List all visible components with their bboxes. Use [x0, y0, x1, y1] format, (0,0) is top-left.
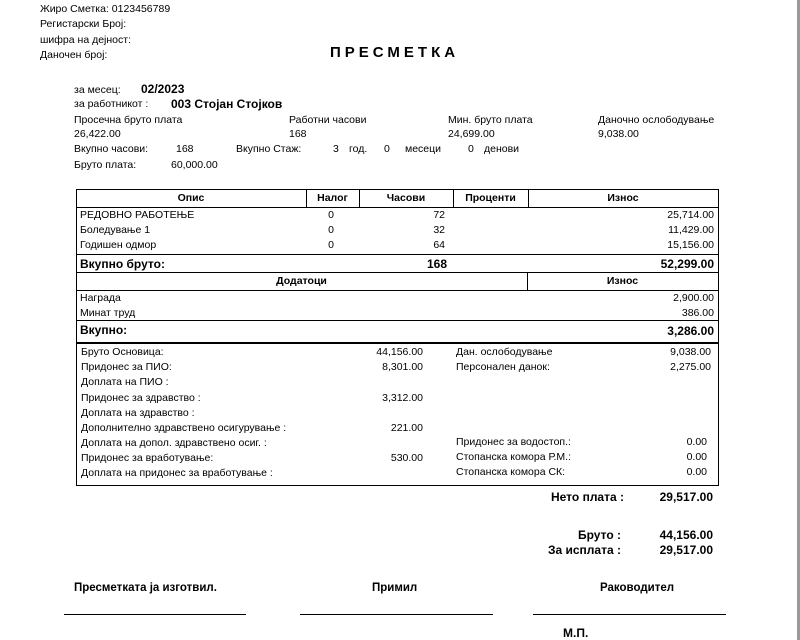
account-label: Жиро Сметка:	[40, 3, 109, 15]
tax-exempt-label: Даночно ослободување	[598, 114, 715, 126]
contrib-value: 9,038.00	[670, 346, 711, 358]
account-row	[40, 3, 170, 15]
row-order: 0	[328, 239, 334, 251]
worker-value: 003 Стојан Стојков	[171, 97, 283, 111]
divider	[76, 290, 719, 291]
tax-no-label: Даночен број:	[40, 49, 108, 61]
received-by-label: Примил	[372, 582, 418, 594]
row-hours: 32	[433, 224, 445, 236]
addition-amount: 2,900.00	[673, 292, 714, 304]
month-value: 02/2023	[141, 82, 185, 96]
gross-value: 44,156.00	[659, 528, 713, 542]
contrib-value: 530.00	[390, 452, 423, 464]
row-amount: 25,714.00	[667, 209, 714, 221]
gross-label: Бруто :	[578, 528, 621, 542]
min-gross-value: 24,699.00	[448, 128, 495, 140]
contrib-value: 0.00	[686, 466, 707, 478]
tax-exempt-value: 9,038.00	[598, 128, 639, 140]
avg-gross-value: 26,422.00	[74, 128, 121, 140]
row-order: 0	[328, 224, 334, 236]
month-label: за месец:	[74, 84, 121, 96]
experience-label: Вкупно Стаж:	[236, 143, 302, 155]
page-title: ПРЕСМЕТКА	[330, 44, 460, 61]
signature-line-manager	[533, 614, 726, 615]
days-value: 0	[468, 143, 474, 155]
contrib-label: Придонес за здравство :	[81, 392, 201, 404]
contrib-label: Бруто Основица:	[81, 346, 164, 358]
account-value: 0123456789	[111, 3, 171, 15]
gross-total-hours: 168	[426, 257, 447, 271]
net-salary-label: Нето плата :	[551, 490, 624, 504]
work-hours-value: 168	[289, 128, 307, 140]
payout-label: За исплата :	[547, 543, 621, 557]
payout-value: 29,517.00	[659, 543, 713, 557]
col-header-hours: Часови	[386, 192, 426, 204]
contrib-value: 221.00	[390, 422, 423, 434]
col-header-desc: Опис	[177, 192, 205, 204]
worker-label: за работникот :	[74, 98, 149, 110]
additions-header-amount: Износ	[606, 275, 639, 287]
row-hours: 72	[433, 209, 445, 221]
signature-line-received	[300, 614, 493, 615]
manager-label: Раководител	[600, 582, 675, 594]
signature-line-prepared	[64, 614, 246, 615]
additions-header-desc: Додатоци	[276, 275, 327, 287]
row-desc: Годишен одмор	[80, 239, 157, 251]
divider	[76, 254, 719, 255]
gross-salary-label: Бруто плата:	[74, 159, 137, 171]
contrib-label: Придонес за ПИО:	[81, 361, 172, 373]
row-hours: 64	[433, 239, 445, 251]
header-divider	[76, 207, 719, 208]
net-salary-value: 29,517.00	[659, 490, 713, 504]
contrib-value: 2,275.00	[670, 361, 711, 373]
gross-total-amount: 52,299.00	[660, 257, 714, 271]
col-header-percent: Проценти	[465, 192, 516, 204]
min-gross-label: Мин. бруто плата	[448, 114, 533, 126]
divider	[76, 272, 719, 273]
row-order: 0	[328, 209, 334, 221]
contrib-label: Доплата на здравство :	[81, 407, 195, 419]
stamp-label: М.П.	[563, 626, 589, 640]
total-hours-label: Вкупно часови:	[74, 143, 149, 155]
contrib-label: Персонален данок:	[456, 361, 550, 373]
addition-amount: 386.00	[681, 307, 714, 319]
row-amount: 11,429.00	[668, 224, 714, 236]
avg-gross-label: Просечна бруто плата	[74, 114, 183, 126]
years-value: 3	[333, 143, 339, 155]
row-desc: Боледување 1	[80, 224, 151, 236]
gross-total-label: Вкупно бруто:	[80, 257, 165, 271]
contrib-value: 3,312.00	[382, 392, 423, 404]
contrib-label: Стопанска комора СК:	[456, 466, 566, 478]
days-label: денови	[484, 143, 520, 155]
contrib-value: 0.00	[686, 436, 707, 448]
work-hours-label: Работни часови	[289, 114, 367, 126]
row-desc: РЕДОВНО РАБОТЕЊЕ	[80, 209, 195, 221]
activity-label: шифра на дејност:	[40, 34, 131, 46]
months-label: месеци	[405, 143, 442, 155]
total-hours-value: 168	[176, 143, 194, 155]
contrib-label: Придонес за водостоп.:	[456, 436, 571, 448]
prepared-by-label: Пресметката ја изготвил.	[74, 582, 217, 594]
contrib-label: Доплата на ПИО :	[81, 376, 169, 388]
addition-desc: Минат труд	[80, 307, 136, 319]
contrib-label: Дан. ослободување	[456, 346, 553, 358]
col-header-order: Налог	[317, 192, 348, 204]
additions-total-amount: 3,286.00	[667, 324, 714, 338]
months-value: 0	[384, 143, 390, 155]
reg-no-label: Регистарски Број:	[40, 18, 127, 30]
col-header-amount: Износ	[607, 192, 639, 204]
row-amount: 15,156.00	[667, 239, 714, 251]
contrib-label: Дополнително здравствено осигурување :	[81, 422, 287, 434]
contrib-label: Стопанска комора Р.М.:	[456, 451, 571, 463]
contrib-label: Доплата на придонес за вработување :	[81, 467, 273, 479]
additions-total-label: Вкупно:	[80, 323, 128, 337]
contrib-value: 0.00	[686, 451, 707, 463]
contrib-value: 44,156.00	[376, 346, 423, 358]
gross-salary-value: 60,000.00	[171, 159, 218, 171]
addition-desc: Награда	[80, 292, 121, 304]
contrib-label: Придонес за вработување:	[81, 452, 214, 464]
contrib-value: 8,301.00	[382, 361, 423, 373]
contrib-label: Доплата на допол. здравствено осиг. :	[81, 437, 267, 449]
years-label: год.	[349, 143, 368, 155]
divider	[76, 320, 719, 321]
